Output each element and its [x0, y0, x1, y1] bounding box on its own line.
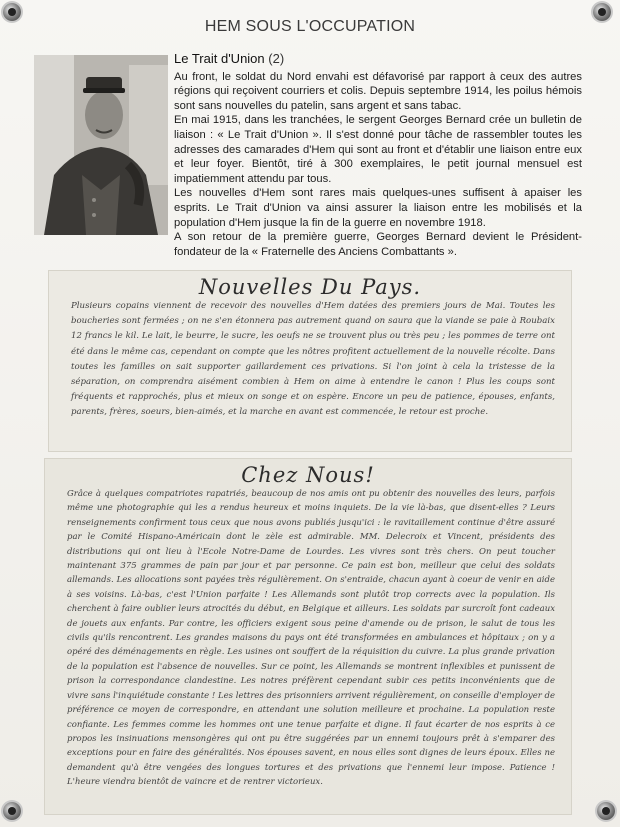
screw-icon	[597, 802, 615, 820]
article-paragraph: Au front, le soldat du Nord envahi est défavorisé par rapport à ceux des autres régions qui reçoivent courriers et colis. Depuis septembre 1914, les poilus hémois sont sans nouvelles du patelin, sans argent et sans tabac.	[174, 70, 582, 112]
newspaper-clipping-nouvelles	[48, 270, 572, 452]
clipping-title: Nouvelles Du Pays.	[198, 275, 422, 299]
article-paragraph: A son retour de la première guerre, Georges Bernard devient le Président-fondateur de la « Fraternelle des Anciens Combattants ».	[174, 231, 582, 258]
article-paragraph: En mai 1915, dans les tranchées, le sergent Georges Bernard crée un bulletin de liaison : « Le Trait d'Union ». Il s'est donné pour tâche de rassembler toutes les adresses des camarades d'Hem qui sont au front et d'établir une liaison entre eux et leur foyer. Bientôt, tiré à 300 exemplaires, le petit journal mensuel est impatiemment attendu par tous.	[174, 114, 582, 185]
article-title: Le Trait d'Union	[174, 51, 265, 66]
clipping-text: Grâce à quelques compatriotes rapatriés, beaucoup de nos amis ont pu obtenir des nouvelles des leurs, parfois même une photographie qui les a rendus heureux et moins inquiets. De la vie là-bas, que disent-elles ? Leurs renseignements confirment tous ceux que nous avons publiés jusqu'ici : le ravitaillement continue d'être assuré par le Comité Hispano-Américain dont le zèle est admirable. MM. Delecroix et Vincent, présidents des distributions qui ont lieu à l'Ecole Notre-Dame de Lourdes. Les vivres sont très chers. On peut toucher maintenant 375 grammes de pain par jour et par personne. Ce pain est bon, meilleur que celui des soldats allemands. Les allocations sont payées très régulièrement. On s'entraide, chacun ayant à coeur de venir en aide à ses voisins. Là-bas, c'est l'Union parfaite ! Les Allemands sont plutôt trop corrects avec la population. Ils cherchent à faire oublier leurs atrocités du début, en Belgique et ailleurs. Les soldats par surcroît font cadeaux de jouets aux enfants. Par contre, les officiers exigent sous peine d'amende ou de prison, le salut de tous les civils qu'ils rencontrent. Les grandes maisons du pays ont été transformées en ambulances et hôpitaux ; on y a opéré des déménagements en règle. Les usines ont souffert de la réquisition du cuivre. La plus grande privation de la population est l'absence de nouvelles. Sur ce point, les Allemands se montrent inflexibles et punissent de prison la correspondance clandestine. Les notres préfèrent cependant subir ces petits inconvénients que de vivre sans l'inquiétude constante ! Les lettres des prisonniers arrivent régulièrement, on conseille d'employer de préférence ce moyen de correspondre, en attendant une solution meilleure et prochaine. La population reste confiante. Les femmes comme les hommes ont une tenue parfaite et digne. Il faut écarter de nos esprits à ce propos les insinuations mensongères qui ont pu être suggérées par un ennemi toujours prêt à s'emparer des exceptions pour en faire des généralités. Nos épouses savent, en nous elles sont dignes de leurs époux. Elles ne demandent qu'à être vengées des longues tortures et des privations que l'ennemi leur impose. Patience ! L'heure viendra bientôt de vaincre et de rentrer victorieux.	[67, 489, 555, 788]
page-title: HEM SOUS L'OCCUPATION	[204, 18, 416, 35]
newspaper-clipping-chez-nous	[44, 458, 572, 815]
screw-icon	[3, 802, 21, 820]
clipping-text: Plusieurs copains viennent de recevoir des nouvelles d'Hem datées des premiers jours de Mai. Toutes les boucheries sont fermées ; on ne s'en étonnera pas autrement quand on saura que la viande se paie à Roubaix 12 francs le kil. Le lait, le beurre, le sucre, les oeufs ne se trouvent plus ou très peu ; les pommes de terre ont été dans le même cas, cependant on compte que les nôtres profitent actuellement de la nouvelle récolte. Dans toutes les familles on sait supporter gaillardement ces privations. Si l'on joint à cela la tristesse de la séparation, on comprendra aisément combien à Hem on aime à entendre le canon ! Plus les coups sont fréquents et rapprochés, plus et mieux on songe et on espère. Encore un peu de patience, épouses, enfants, parents, frères, soeurs, bien-aimés, et la marche en avant est commencée, le retour est proche.	[71, 301, 555, 418]
clipping-title: Chez Nous!	[241, 463, 375, 487]
article-paragraph: Les nouvelles d'Hem sont rares mais quelques-unes suffisent à apaiser les esprits. Le Trait d'Union va ainsi assurer la liaison entre les mobilisés et la population d'Hem jusque la fin de la guerre en novembre 1918.	[174, 187, 582, 229]
article	[174, 52, 582, 259]
article-part-number: (2)	[268, 51, 285, 66]
soldier-portrait-photo	[34, 55, 168, 235]
article-heading	[174, 52, 582, 67]
